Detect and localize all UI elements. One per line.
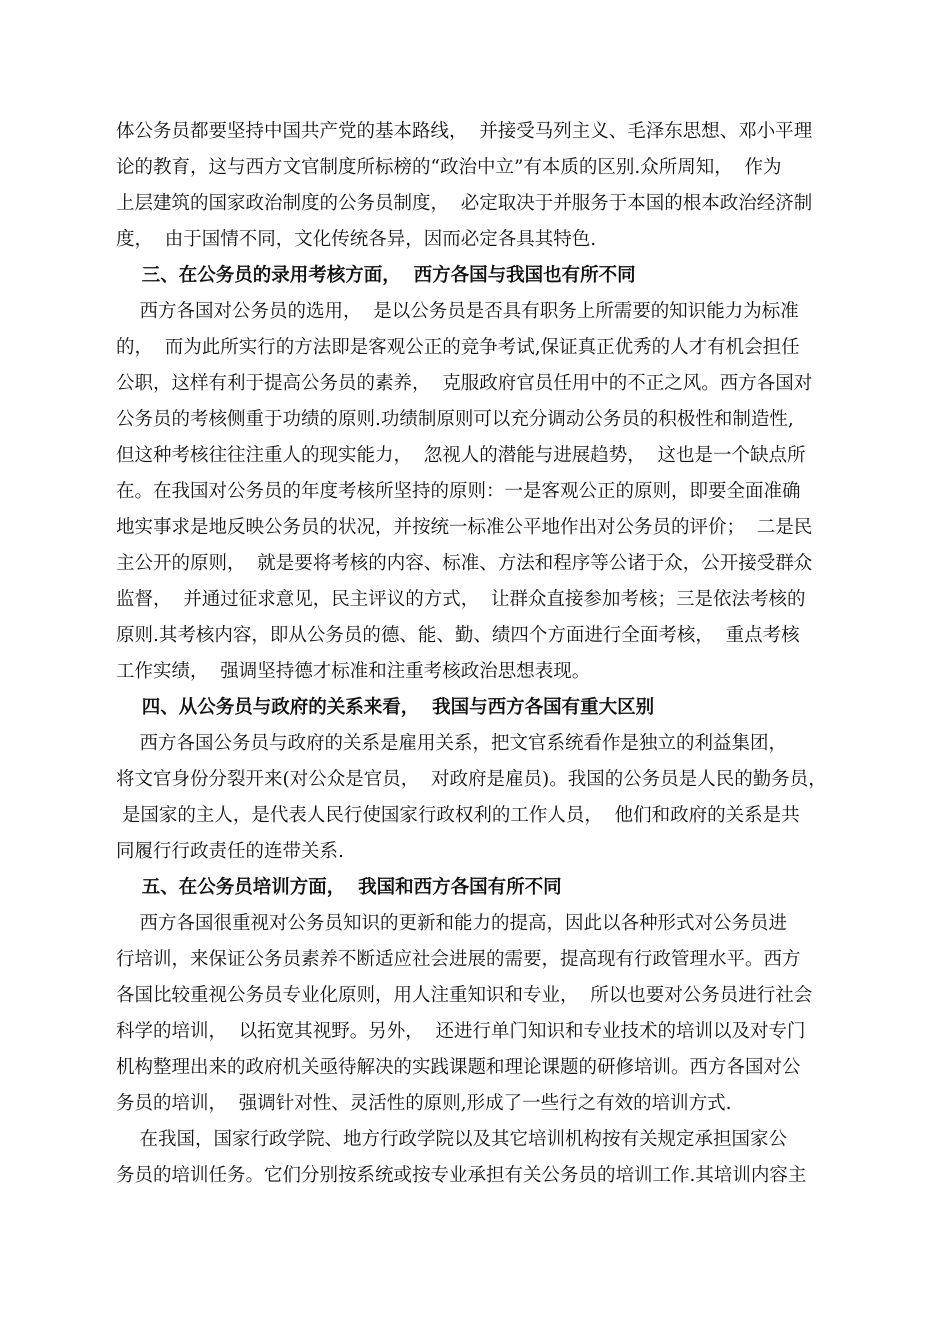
text-line: 原则.其考核内容，即从公务员的德、能、勤、绩四个方面进行全面考核， 重点考核 [116, 625, 800, 646]
text-line: 地实事求是地反映公务员的状况，并按统一标准公平地作出对公务员的评价； 二是民 [116, 517, 813, 538]
text-line: 务员的培训， 强调针对性、灵活性的原则,形成了一些行之有效的培训方式. [116, 1093, 732, 1114]
section-heading: 五、在公务员培训方面， 我国和西方各国有所不同 [116, 877, 562, 898]
text-line: 度， 由于国情不同，文化传统各异，因而必定各具其特色. [116, 229, 597, 250]
text-line: 的， 而为此所实行的方法即是客观公正的竞争考试,保证真正优秀的人才有机会担任 [116, 337, 800, 358]
text-line: 主公开的原则， 就是要将考核的内容、标准、方法和程序等公诸于众，公开接受群众 [116, 553, 813, 574]
text-line: 同履行行政责任的连带关系. [116, 841, 344, 862]
text-line: 将文官身份分裂开来(对公众是官员， 对政府是雇员)。我国的公务员是人民的勤务员， [116, 769, 827, 790]
text-line: 西方各国对公务员的选用， 是以公务员是否具有职务上所需要的知识能力为标准 [116, 301, 799, 322]
text-line: 科学的培训， 以拓宽其视野。另外， 还进行单门知识和专业技术的培训以及对专门 [116, 1021, 806, 1042]
text-line: 监督， 并通过征求意见，民主评议的方式， 让群众直接参加考核；三是依法考核的 [116, 589, 806, 610]
section-heading: 三、在公务员的录用考核方面， 西方各国与我国也有所不同 [116, 265, 636, 286]
text-line: 西方各国很重视对公务员知识的更新和能力的提高，因此以各种形式对公务员进 [116, 913, 788, 934]
text-line: 上层建筑的国家政治制度的公务员制度， 必定取决于并服务于本国的根本政治经济制 [116, 193, 813, 214]
section-heading: 四、从公务员与政府的关系来看， 我国与西方各国有重大区别 [116, 697, 655, 718]
text-line: 论的教育，这与西方文官制度所标榜的“政治中立”有本质的区别.众所周知， 作为 [116, 157, 782, 178]
text-line: 机构整理出来的政府机关亟待解决的实践课题和理论课题的研修培训。西方各国对公 [116, 1057, 801, 1078]
text-line: 各国比较重视公务员专业化原则，用人注重知识和专业， 所以也要对公务员进行社会 [116, 985, 813, 1006]
text-line: 但这种考核往往注重人的现实能力， 忽视人的潜能与进展趋势， 这也是一个缺点所 [116, 445, 806, 466]
text-line: 体公务员都要坚持中国共产党的基本路线， 并接受马列主义、毛泽东思想、邓小平理 [116, 121, 813, 142]
text-line: 行培训，来保证公务员素养不断适应社会进展的需要，提高现有行政管理水平。西方 [116, 949, 801, 970]
text-line: 工作实绩， 强调坚持德才标准和注重考核政治思想表现。 [116, 661, 591, 682]
text-line: 公职，这样有利于提高公务员的素养， 克服政府官员任用中的不正之风。西方各国对 [116, 373, 813, 394]
text-line: 公务员的考核侧重于功绩的原则.功绩制原则可以充分调动公务员的积极性和制造性, [116, 409, 794, 430]
text-line: 是国家的主人，是代表人民行使国家行政权利的工作人员， 他们和政府的关系是共 [116, 805, 800, 826]
text-line: 西方各国公务员与政府的关系是雇用关系，把文官系统看作是独立的利益集团， [116, 733, 788, 754]
text-line: 务员的培训任务。它们分别按系统或按专业承担有关公务员的培训工作.其培训内容主 [116, 1165, 807, 1186]
text-line: 在。在我国对公务员的年度考核所坚持的原则：一是客观公正的原则，即要全面准确 [116, 481, 801, 502]
text-line: 在我国，国家行政学院、地方行政学院以及其它培训机构按有关规定承担国家公 [116, 1129, 788, 1150]
